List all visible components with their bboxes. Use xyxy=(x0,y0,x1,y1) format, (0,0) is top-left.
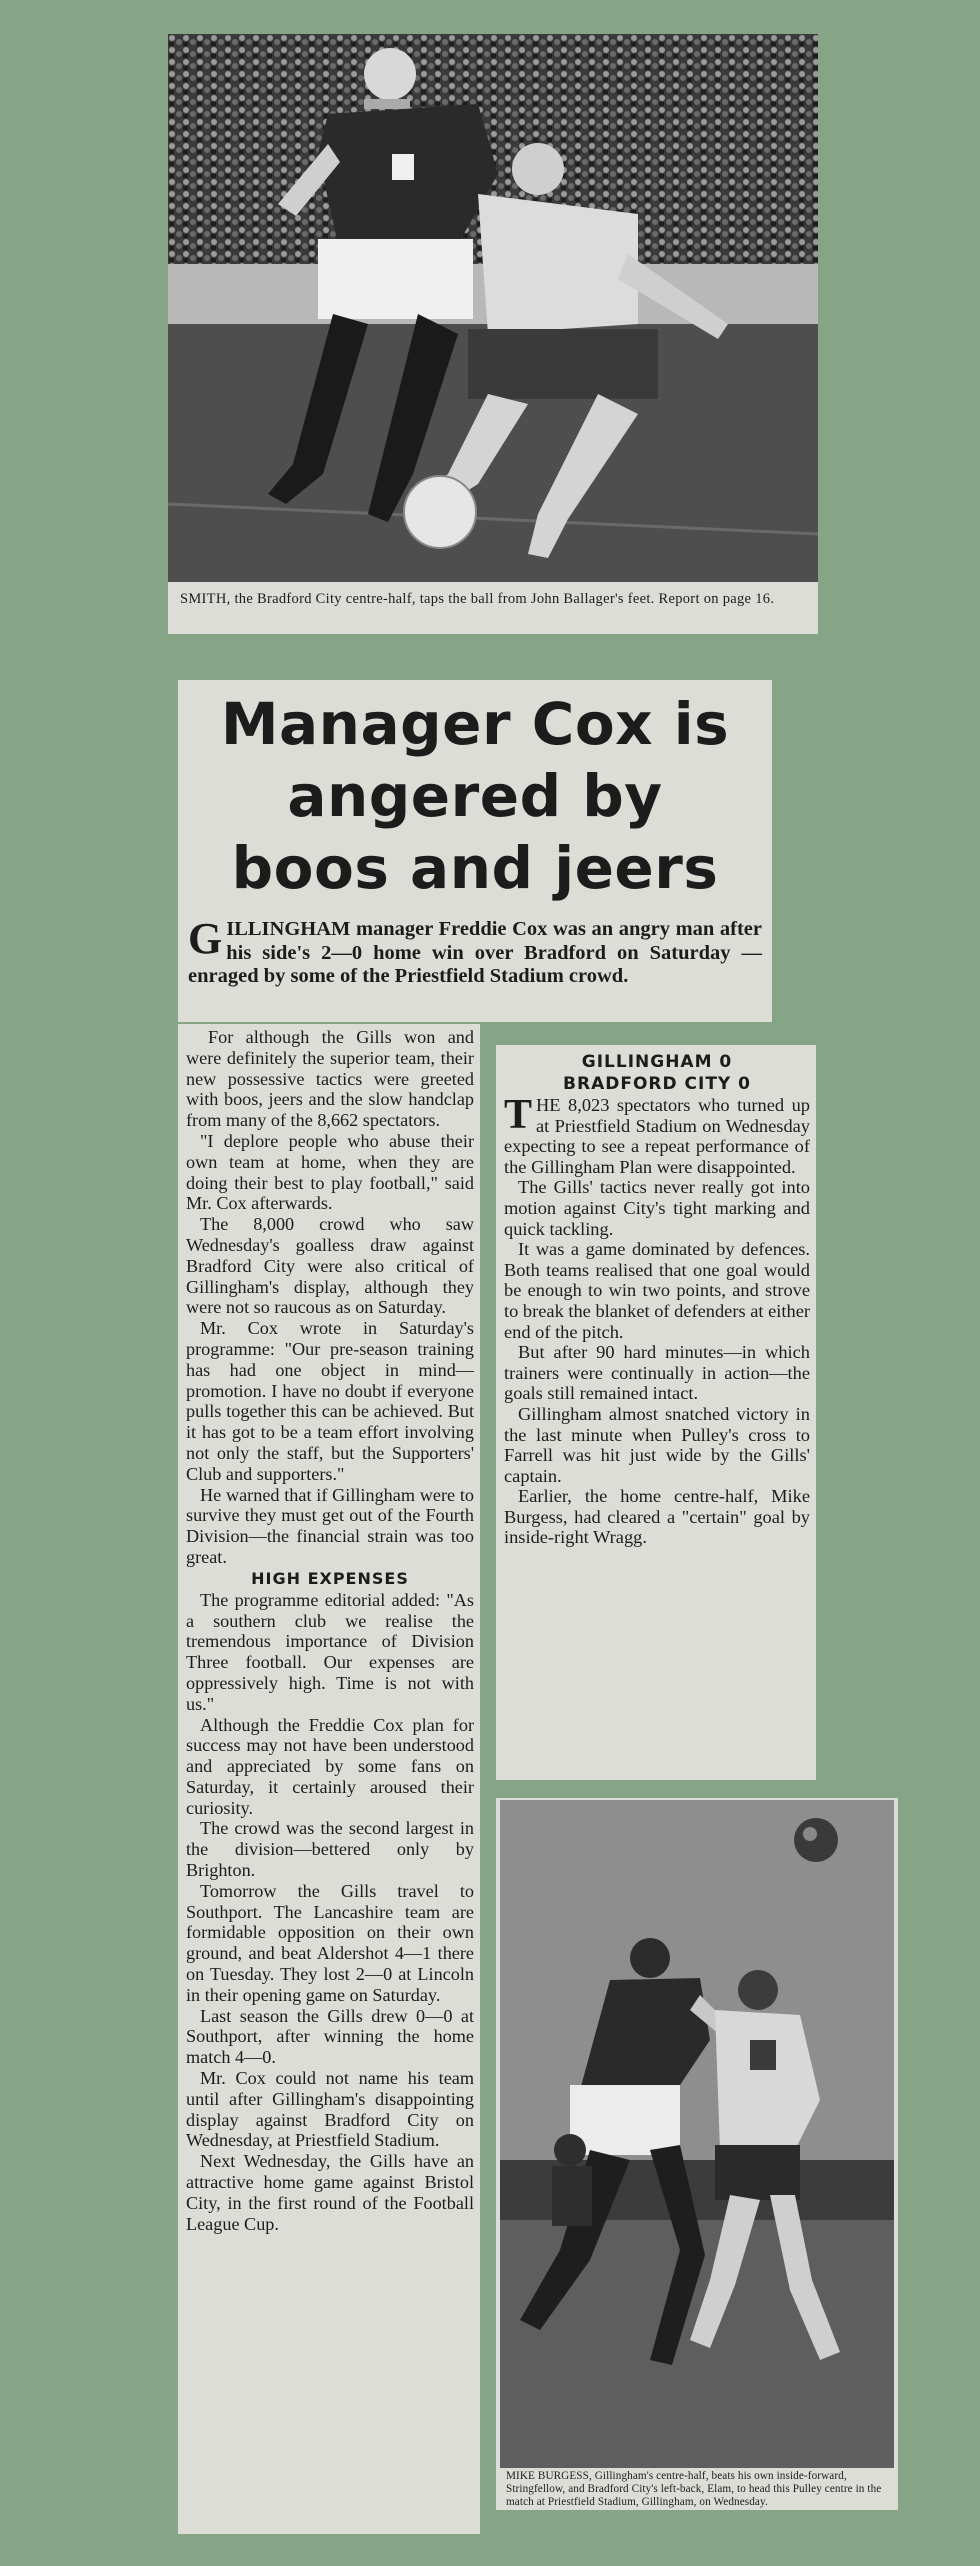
top-photo-caption: SMITH, the Bradford City centre-half, taps the ball from John Ballager's feet. Report on page 16. xyxy=(180,591,775,607)
report-paragraph: It was a game dominated by defences. Both teams realised that one goal would be enough to win two points, and strove to break the blanket of defenders at either end of the pitch. xyxy=(504,1239,810,1342)
article-paragraph: Mr. Cox could not name his team until after Gillingham's disappointing display against Bradford City on Wednesday, at Priestfield Stadium. xyxy=(186,2068,474,2151)
article-paragraph: For although the Gills won and were definitely the superior team, their new possessive tactics were greeted with boos, jeers and the slow handclap from many of the 8,662 spectators. xyxy=(186,1027,474,1131)
article-paragraph: Last season the Gills drew 0—0 at Southport, after winning the home match 4—0. xyxy=(186,2005,474,2068)
article-intro xyxy=(178,912,772,1022)
bottom-photo-clipping xyxy=(496,1798,898,2510)
match-report-clipping xyxy=(496,1045,816,1780)
report-first-text: HE 8,023 spectators who turned up at Priestfield Stadium on Wednesday expecting to see a repeat performance of the Gillingham Plan were disappointed. xyxy=(504,1095,810,1177)
football-action-photo xyxy=(168,34,818,582)
article-paragraph: Next Wednesday, the Gills have an attractive home game against Bristol City, in the first round of the Football League Cup. xyxy=(186,2151,474,2234)
article-paragraph: The 8,000 crowd who saw Wednesday's goalless draw against Bradford City were also critical of Gillingham's display, although they were not so raucous as on Saturday. xyxy=(186,1214,474,1318)
article-subhead: HIGH EXPENSES xyxy=(251,1568,409,1588)
article-paragraph: Tomorrow the Gills travel to Southport. The Lancashire team are formidable opposition on their own ground, and beat Aldershot 4—1 there on Tuesday. They lost 2—0 at Lincoln in their opening game on Saturday. xyxy=(186,1880,474,2005)
report-dropcap: T xyxy=(504,1092,533,1138)
heading-duel-photo xyxy=(500,1800,894,2468)
article-paragraph: He warned that if Gillingham were to survive they must get out of the Fourth Division—the financial strain was too great. xyxy=(186,1484,474,1567)
report-paragraph: But after 90 hard minutes—in which trainers were continually in action—the goals still remained intact. xyxy=(504,1342,810,1404)
headline-block xyxy=(178,680,772,912)
article-paragraph: Although the Freddie Cox plan for success may not have been understood and appreciated by some fans on Saturday, it certainly aroused their curiosity. xyxy=(186,1714,474,1818)
bottom-photo-caption: MIKE BURGESS, Gillingham's centre-half, beats his own inside-forward, Stringfellow, and Bradford City's left-back, Elam, to head this Pulley centre in the match at Priestfield Stadium, Gillingham, on Wednesday. xyxy=(506,2470,882,2508)
score-line-away: BRADFORD CITY 0 xyxy=(563,1074,751,1094)
headline xyxy=(178,680,772,904)
report-paragraph xyxy=(504,1092,810,1177)
score-line-home: GILLINGHAM 0 xyxy=(581,1052,733,1072)
article-paragraph: The crowd was the second largest in the division—bettered only by Brighton. xyxy=(186,1818,474,1881)
intro-paragraph xyxy=(188,914,762,989)
report-paragraph: Gillingham almost snatched victory in the last minute when Pulley's cross to Farrell was hit just wide by the Gills' captain. xyxy=(504,1403,810,1486)
match-report-heading xyxy=(504,1045,810,1095)
report-paragraph: The Gills' tactics never really got into motion against City's tight marking and quick tackling. xyxy=(504,1177,810,1239)
headline-line: angered by xyxy=(287,762,663,830)
article-paragraph: Mr. Cox wrote in Saturday's programme: "Our pre-season training has had one object in mind—promotion. I have no doubt if everyone pulls together this can be achieved. But it has got to be a team effort involving not only the staff, but the Supporters' Club and supporters." xyxy=(186,1318,474,1484)
article-paragraph: The programme editorial added: "As a southern club we realise the tremendous importance of Division Three football. Our expenses are oppressively high. Time is not with us." xyxy=(186,1589,474,1714)
intro-dropcap: G xyxy=(188,914,223,963)
report-paragraph: Earlier, the home centre-half, Mike Burgess, had cleared a "certain" goal by inside-right Wragg. xyxy=(504,1486,810,1548)
article-paragraph: "I deplore people who abuse their own team at home, when they are doing their best to play football," said Mr. Cox afterwards. xyxy=(186,1130,474,1214)
headline-line: Manager Cox is xyxy=(220,690,730,758)
article-main-column xyxy=(178,1024,480,2534)
intro-text: ILLINGHAM manager Freddie Cox was an angry man after his side's 2—0 home win over Bradford on Saturday — enraged by some of the Priestfield Stadium crowd. xyxy=(188,918,762,987)
headline-line: boos and jeers xyxy=(231,834,719,902)
top-photo-clipping xyxy=(168,34,818,634)
